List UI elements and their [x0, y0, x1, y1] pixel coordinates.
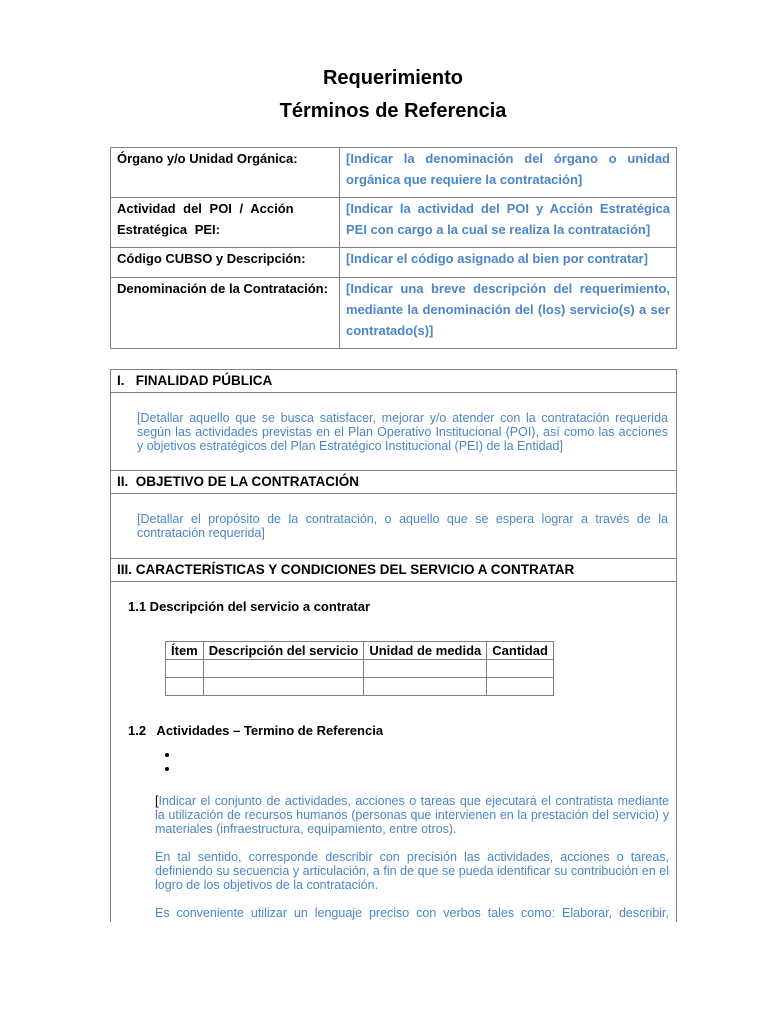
info-table: [110, 147, 677, 349]
col-header: Descripción del servicio: [203, 642, 364, 660]
items-table: [165, 641, 554, 696]
info-row: [111, 278, 677, 349]
info-label: Denominación de la Contratación:: [111, 278, 340, 349]
table-row: [166, 678, 554, 696]
subsection-title: 1.2 Actividades – Termino de Referencia: [128, 723, 384, 738]
document-title: Requerimiento: [322, 67, 464, 89]
items-header-row: [166, 642, 554, 660]
table-cell: [203, 660, 364, 678]
table-cell: [364, 660, 487, 678]
info-row: [111, 248, 677, 278]
table-cell: [487, 660, 554, 678]
activities-paragraph: Es conveniente utilizar un lenguaje preciso con verbos tales como: Elaborar, describir,: [155, 906, 669, 920]
info-value: [Indicar la denominación del órgano o unidad orgánica que requiere la contratación]: [340, 148, 677, 198]
section-objetivo: [110, 470, 677, 559]
subsection-title: 1.1 Descripción del servicio a contratar: [128, 599, 371, 614]
info-value: [Indicar el código asignado al bien por contratar]: [340, 248, 677, 278]
info-row: [111, 198, 677, 248]
info-label: Código CUBSO y Descripción:: [111, 248, 340, 278]
bullet-list: [159, 747, 179, 775]
col-header: Ítem: [166, 642, 204, 660]
col-header: Unidad de medida: [364, 642, 487, 660]
activities-description: [155, 794, 669, 934]
col-header: Cantidad: [487, 642, 554, 660]
table-cell: [166, 678, 204, 696]
info-label: Órgano y/o Unidad Orgánica:: [111, 148, 340, 198]
section-text: [Detallar aquello que se busca satisfacer, mejorar y/o atender con la contratación requerida según las actividades previstas en el Plan Operativo Institucional (POI), así como las acciones y objetivos estratégicos del Plan Estratégico Institucional (PEI) de la Entidad]: [137, 411, 668, 453]
section-text: [Detallar el propósito de la contratación, o aquello que se espera lograr a través de la contratación requerida]: [137, 512, 668, 540]
section-caracteristicas: [110, 558, 677, 922]
activities-paragraph: En tal sentido, corresponde describir con precisión las actividades, acciones o tareas, definiendo su secuencia y articulación, a fin de que se pueda identificar su contribución en el logro de los objetivos de la contratación.: [155, 850, 669, 892]
section-finalidad-publica: [110, 369, 677, 471]
document-subtitle: Términos de Referencia: [279, 100, 507, 122]
table-row: [166, 660, 554, 678]
table-cell: [487, 678, 554, 696]
section-heading: II. OBJETIVO DE LA CONTRATACIÓN: [111, 471, 676, 494]
info-row: [111, 148, 677, 198]
table-cell: [203, 678, 364, 696]
activities-paragraph: [Indicar el conjunto de actividades, acciones o tareas que ejecutará el contratista mediante la utilización de recursos humanos (personas que intervienen en la prestación del servicio) y materiales (infraestructura, equipamiento, entre otros).: [155, 794, 669, 836]
info-value: [Indicar la actividad del POI y Acción Estratégica PEI con cargo a la cual se realiza la contratación]: [340, 198, 677, 248]
section-heading: III. CARACTERÍSTICAS Y CONDICIONES DEL SERVICIO A CONTRATAR: [111, 559, 676, 582]
section-heading: I. FINALIDAD PÚBLICA: [111, 370, 676, 393]
info-label: Actividad del POI / Acción Estratégica PEI:: [111, 198, 340, 248]
info-value: [Indicar una breve descripción del requerimiento, mediante la denominación del (los) servicio(s) a ser contratado(s)]: [340, 278, 677, 349]
bracket-mark: [: [155, 794, 159, 808]
table-cell: [364, 678, 487, 696]
table-cell: [166, 660, 204, 678]
